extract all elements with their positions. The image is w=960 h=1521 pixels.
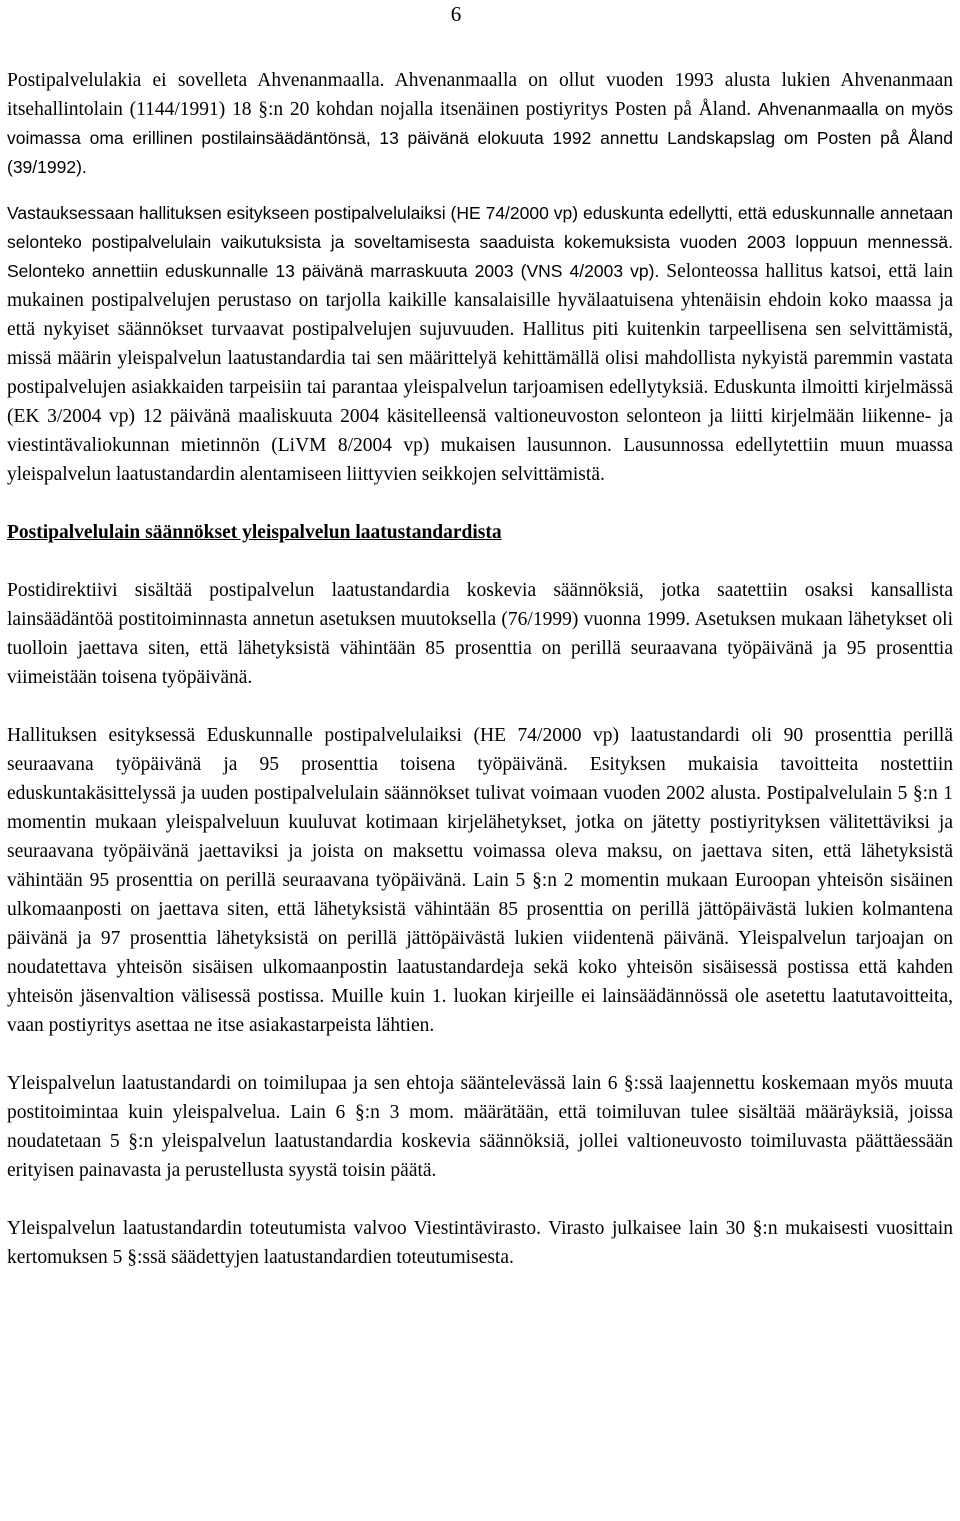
page-number: 6: [450, 2, 462, 26]
paragraph-aland-part2: Ahvenanmaalla on myös voimassa oma erillinen postilainsäädäntönsä, 13 päivänä elokuuta 1992 annettu Landskapslag om Posten på Åland (39/1992).: [7, 99, 954, 177]
document-body: [7, 66, 953, 1272]
paragraph-supervision: Yleispalvelun laatustandardin toteutumista valvoo Viestintävirasto. Virasto julkaisee lain 30 §:n mukaisesti vuosittain kertomuksen 5 §:ssä säädettyjen laatustandardien toteutumisesta.: [7, 1218, 953, 1268]
paragraph-report-part1: Vastauksessaan hallituksen esitykseen postipalvelulaiksi (HE 74/2000 vp) eduskunta edellytti, että eduskunnalle annetaan selonteko postipalvelulain vaikutuksista ja soveltamisesta saaduista kokemuksista vuoden 2003 loppuun mennessä. Selonteko annettiin eduskunnalle 13 päivänä marraskuuta 2003 (VNS 4/2003 vp).: [7, 203, 953, 281]
paragraph-license: Yleispalvelun laatustandardi on toimilupaa ja sen ehtoja sääntelevässä lain 6 §:ssä laajennettu koskemaan myös muuta postitoimintaa kuin yleispalvelua. Lain 6 §:n 3 mom. määrätään, että toimiluvan tulee sisältää määräyksiä, joissa noudatetaan 5 §:n yleispalvelun laatustandardia koskevia säännöksiä, jollei valtioneuvosto toimiluvasta päättäessään erityisen painavasta ja perustellusta syystä toisin päätä.: [7, 1073, 953, 1181]
paragraph-report-part2: Selonteossa hallitus katsoi, että lain mukainen postipalvelujen perustaso on tarjolla kaikille kansalaisille hyvälaatuisena yhtenäisin ehdoin koko maassa ja että nykyiset säännökset turvaavat postipalvelujen sujuvuuden. Hallitus piti kuitenkin tarpeellisena sen selvittämistä, missä määrin yleispalvelun laatustandardia tai sen määrittelyä kehittämällä olisi mahdollista nykyistä paremmin vastata postipalvelujen asiakkaiden tarpeisiin tai parantaa yleispalvelun tarjoamisen edellytyksiä. Eduskunta ilmoitti kirjelmässä (EK 3/2004 vp) 12 päivänä maaliskuuta 2004 käsitelleensä valtioneuvoston selonteon ja liitti kirjelmään liikenne- ja viestintävaliokunnan mietinnön (LiVM 8/2004 vp) mukaisen lausunnon. Lausunnossa edellytettiin muun muassa yleispalvelun laatustandardin alentamiseen liittyvien seikkojen selvittämistä.: [7, 261, 953, 485]
paragraph-aland: [7, 66, 953, 182]
paragraph-aland-part1: Postipalvelulakia ei sovelleta Ahvenanmaalla. Ahvenanmaalla on ollut vuoden 1993 alusta lukien Ahvenanmaan itsehallintolain (1144/1991) 18 §:n 20 kohdan nojalla itsenäinen postiyritys Posten på Åland.: [7, 70, 953, 120]
paragraph-postal-directive: Postidirektiivi sisältää postipalvelun laatustandardia koskevia säännöksiä, jotka saatettiin osaksi kansallista lainsäädäntöä postitoiminnasta annetun asetuksen muutoksella (76/1999) vuonna 1999. Asetuksen mukaan lähetykset oli tuolloin jaettava siten, että lähetyksistä vähintään 85 prosenttia on perillä seuraavana työpäivänä ja 95 prosenttia viimeistään toisena työpäivänä.: [7, 580, 953, 688]
section-heading: Postipalvelulain säännökset yleispalvelun laatustandardista: [7, 522, 502, 543]
paragraph-report: [7, 199, 953, 489]
paragraph-government-proposal: Hallituksen esityksessä Eduskunnalle postipalvelulaiksi (HE 74/2000 vp) laatustandardi oli 90 prosenttia perillä seuraavana työpäivänä ja 95 prosenttia toisena työpäivänä. Esityksen mukaisia tavoitteita nostettiin eduskuntakäsittelyssä ja uuden postipalvelulain säännökset tulivat voimaan vuoden 2002 alusta. Postipalvelulain 5 §:n 1 momentin mukaan yleispalveluun kuuluvat kotimaan kirjelähetykset, jotka on jätetty postiyrityksen välitettäviksi ja seuraavana työpäivänä jaettaviksi ja joista on maksettu voimassa oleva maksu, on jaettava siten, että lähetyksistä vähintään 95 prosenttia on perillä seuraavana työpäivänä. Lain 5 §:n 2 momentin mukaan Euroopan yhteisön sisäinen ulkomaanposti on jaettava siten, että lähetyksistä vähintään 85 prosenttia on perillä jättöpäivästä lukien kolmantena päivänä ja 97 prosenttia lähetyksistä on perillä jättöpäivästä lukien viidentenä päivänä. Yleispalvelun tarjoajan on noudatettava yhteisön sisäisen ulkomaanpostin laatustandardeja sekä koko yhteisön sisäisessä postissa että kahden yhteisön jäsenvaltion välisessä postissa. Muille kuin 1. luokan kirjeille ei lainsäädännössä ole asetettu laatutavoitteita, vaan postiyritys asettaa ne itse asiakastarpeista lähtien.: [7, 725, 953, 1036]
